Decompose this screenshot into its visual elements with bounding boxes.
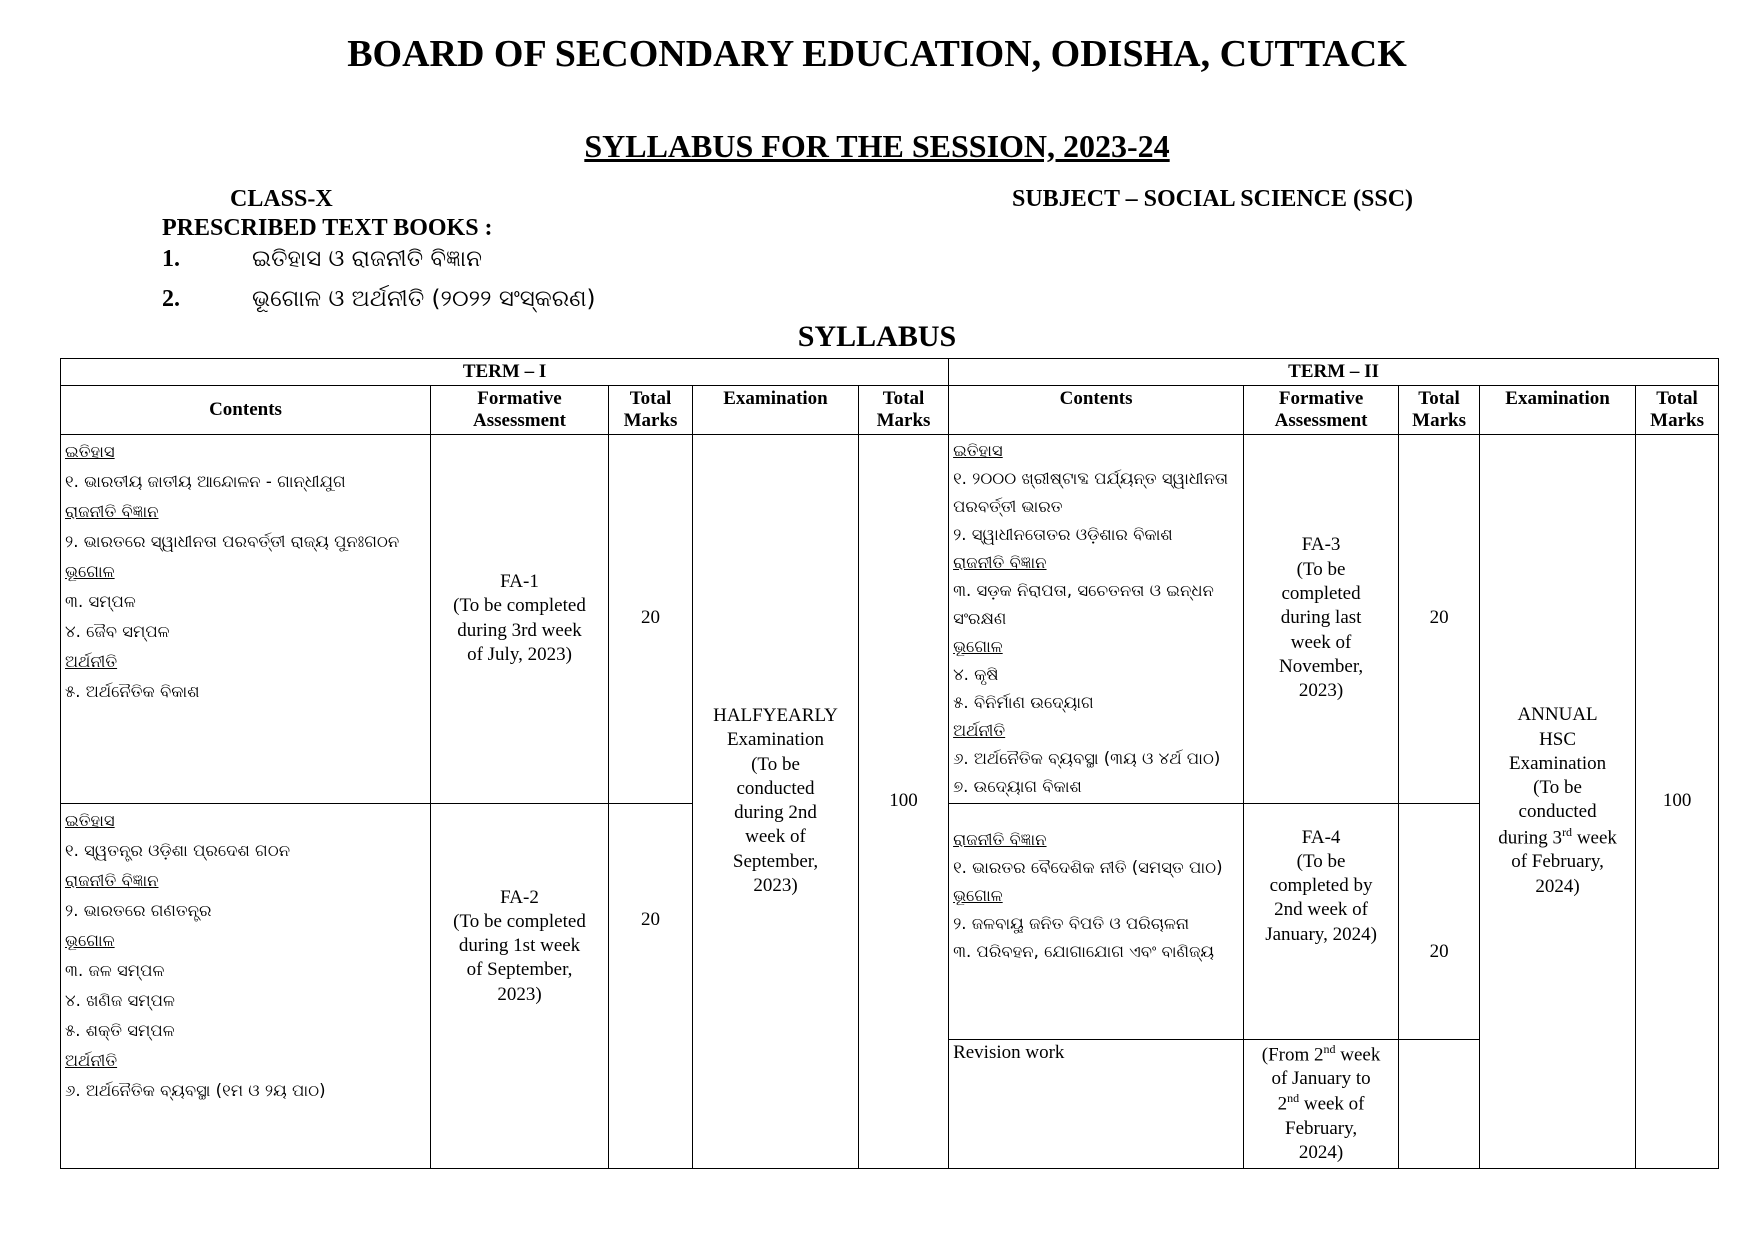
text-line: conducted [736,777,815,799]
book-number: 1. [162,246,180,272]
text-line: week of [1290,631,1352,653]
book-title: ଇତିହାସ ଓ ରାଜନୀତି ବିଜ୍ଞାନ [252,246,482,272]
halfyearly-exam-cell [693,434,859,1168]
section-heading: ଭୂଗୋଳ [65,561,115,581]
chapter-item: ୪. ଖଣିଜ ସମ୍ପଳ [65,990,175,1010]
section-heading: ଭୂଗୋଳ [953,636,1003,656]
text-line: HALFYEARLY [713,704,838,726]
text-line: 2nd week of [1274,899,1369,921]
section-heading: ରାଜନୀତି ବିଜ୍ଞାନ [953,552,1047,572]
halfyearly-marks: 100 [859,434,949,1168]
section-heading: ଅର୍ଥନୀତି [65,651,118,671]
chapter-item: ୩. ପରିବହନ, ଯୋଗାଯୋଗ ଏବଂ ବାଣିଜ୍ୟ [953,941,1215,961]
col-formative-t1: Formative Assessment [431,385,609,434]
syllabus-session-title: SYLLABUS FOR THE SESSION, 2023-24 [584,128,1170,164]
text-line: during 1st week [458,935,581,957]
section-heading: ଇତିହାସ [65,810,115,830]
text-line: (To be [1296,850,1346,872]
col-exam-t1: Examination [693,385,859,434]
chapter-item: ୧. ଭାରତର ବୈଦେଶିକ ନୀତି (ସମସ୍ତ ପାଠ) [953,857,1223,877]
section-heading: ଭୂଗୋଳ [65,930,115,950]
annual-marks: 100 [1636,434,1719,1168]
annual-exam-cell: ANNUAL HSC Examination (To be conducted during 3rd week of February, 2024) [1480,434,1636,1168]
chapter-item: ୩. ଜଳ ସମ୍ପଳ [65,960,165,980]
section-heading: ରାଜନୀତି ବିଜ୍ଞାନ [953,829,1047,849]
fa3-cell [1244,434,1399,803]
col-exam-t2: Examination [1480,385,1636,434]
term-header-row [61,359,1719,386]
text-line: 2023) [1298,680,1344,702]
chapter-item: ୩. ସମ୍ପଳ [65,591,136,611]
table-row [61,434,1719,803]
section-heading: ଭୂଗୋଳ [953,885,1003,905]
syllabus-table [60,358,1719,1169]
chapter-item: ୨. ଭାରତରେ ସ୍ୱାଧୀନତା ପରବର୍ତ୍ତୀ ରାଜ୍ୟ ପୁନଃଗଠନ [65,531,400,551]
chapter-item: ୫. ବିନିର୍ମାଣ ଉଦ୍ୟୋଗ [953,692,1094,712]
section-heading: ରାଜନୀତି ବିଜ୍ଞାନ [65,501,159,521]
text-line: Examination [726,729,825,751]
fa2-cell [431,803,609,1168]
term2-header: TERM – II [949,359,1719,386]
text-line: 2023) [753,875,798,897]
section-heading: ରାଜନୀତି ବିଜ୍ଞାନ [65,870,159,890]
chapter-item: ୬. ଅର୍ଥନୈତିକ ବ୍ୟବସ୍ଥା (୩ୟ ଓ ୪ର୍ଥ ପାଠ) [953,748,1221,768]
revision-marks-empty [1399,1039,1480,1168]
chapter-item: ୨. ସ୍ୱାଧୀନତୋତର ଓଡ଼ିଶାର ବିକାଶ [953,524,1173,544]
chapter-item: ପରବର୍ତ୍ତୀ ଭାରତ [953,496,1063,516]
text-line: November, [1278,656,1364,677]
text-line: (To be completed [453,595,586,617]
text-line: January, 2024) [1265,923,1377,945]
book-item [162,246,482,273]
book-title: ଭୂଗୋଳ ଓ ଅର୍ଥନୀତି (୨୦୨୨ ସଂସ୍କରଣ) [252,286,596,312]
chapter-item: ୧. ୨୦୦୦ ଖ୍ରୀଷ୍ଟାବ୍ଦ ପର୍ଯ୍ୟନ୍ତ ସ୍ୱାଧୀନତା [953,468,1229,488]
col-contents-t1: Contents [61,385,431,434]
text-line: FA-2 [500,886,539,908]
text-line: FA-1 [500,570,539,592]
col-total-t2: Total Marks [1399,385,1480,434]
chapter-item: ୩. ସଡ଼କ ନିରାପତା, ସଚେତନତା ଓ ଇନ୍ଧନ [953,580,1214,600]
text-line: during 2nd [734,802,817,824]
section-heading: ଇତିହାସ [953,440,1003,460]
text-line: 2023) [497,983,542,1005]
fa1-marks: 20 [609,434,693,803]
col-contents-t2: Contents [949,385,1244,434]
chapter-item: ୫. ଶକ୍ତି ସମ୍ପଳ [65,1020,175,1040]
book-number: 2. [162,286,180,312]
section-heading: ଅର୍ଥନୀତି [953,720,1006,740]
prescribed-books-heading: PRESCRIBED TEXT BOOKS : [162,215,493,241]
text-line: (To be [1296,558,1346,580]
fa4-cell [1244,803,1399,1039]
subject-label: SUBJECT – SOCIAL SCIENCE (SSC) [1012,186,1414,212]
fa2-marks: 20 [609,803,693,1168]
col-total-t1: Total Marks [609,385,693,434]
text-line: FA-4 [1301,826,1341,848]
text-line: of July, 2023) [467,643,572,665]
text-line: September, [732,850,819,872]
text-line: during last [1280,607,1362,629]
fa1-cell [431,434,609,803]
text-line: week of [745,826,806,848]
class-label: CLASS-X [230,186,333,212]
chapter-item: ୫. ଅର୍ଥନୈତିକ ବିକାଶ [65,681,200,701]
col-formative-t2: Formative Assessment [1244,385,1399,434]
text-line: completed by [1269,875,1373,897]
chapter-item: ୨. ଭାରତରେ ଗଣତନ୍ତ୍ର [65,900,212,920]
col-exam-total-t2: Total Marks [1636,385,1719,434]
chapter-item: ୪. ଜୈବ ସମ୍ପଳ [65,621,170,641]
text-line: during 3rd week [457,619,582,641]
chapter-item: ୪. କୃଷି [953,664,999,684]
term2-block4-contents [949,803,1244,1039]
revision-period: (From 2nd week of January to 2nd week of February, 2024) [1244,1039,1399,1168]
fa3-marks: 20 [1399,434,1480,803]
chapter-item: ୧. ସ୍ୱତନ୍ତ୍ର ଓଡ଼ିଶା ପ୍ରଦେଶ ଗଠନ [65,840,291,860]
text-line: (To be [751,753,800,775]
text-line: of September, [466,959,573,981]
text-line: FA-3 [1301,534,1341,556]
board-title: BOARD OF SECONDARY EDUCATION, ODISHA, CUTTACK [347,33,1407,75]
chapter-item: ୭. ଉଦ୍ୟୋଗ ବିକାଶ [953,776,1082,796]
chapter-item: ୬. ଅର୍ଥନୈତିକ ବ୍ୟବସ୍ଥା (୧ମ ଓ ୨ୟ ପାଠ) [65,1080,326,1100]
chapter-item: ୨. ଜଳବାୟୁ ଜନିତ ବିପତି ଓ ପରିଚାଳନା [953,913,1190,933]
term1-block1-contents [61,434,431,803]
revision-work-label: Revision work [949,1039,1244,1168]
term1-block2-contents [61,803,431,1168]
book-item [162,286,596,313]
syllabus-heading: SYLLABUS [797,320,957,353]
term1-header: TERM – I [61,359,949,386]
col-exam-total-t1: Total Marks [859,385,949,434]
section-heading: ଇତିହାସ [65,441,115,461]
chapter-item: ସଂରକ୍ଷଣ [953,608,1007,628]
chapter-item: ୧. ଭାରତୀୟ ଜାତୀୟ ଆନ୍ଦୋଳନ - ଗାନ୍ଧୀଯୁଗ [65,471,346,491]
section-heading: ଅର୍ଥନୀତି [65,1050,118,1070]
text-line: completed [1281,583,1361,605]
term2-block3-contents [949,434,1244,803]
fa4-marks: 20 [1399,803,1480,1039]
column-header-row [61,385,1719,434]
text-line: (To be completed [453,910,586,932]
